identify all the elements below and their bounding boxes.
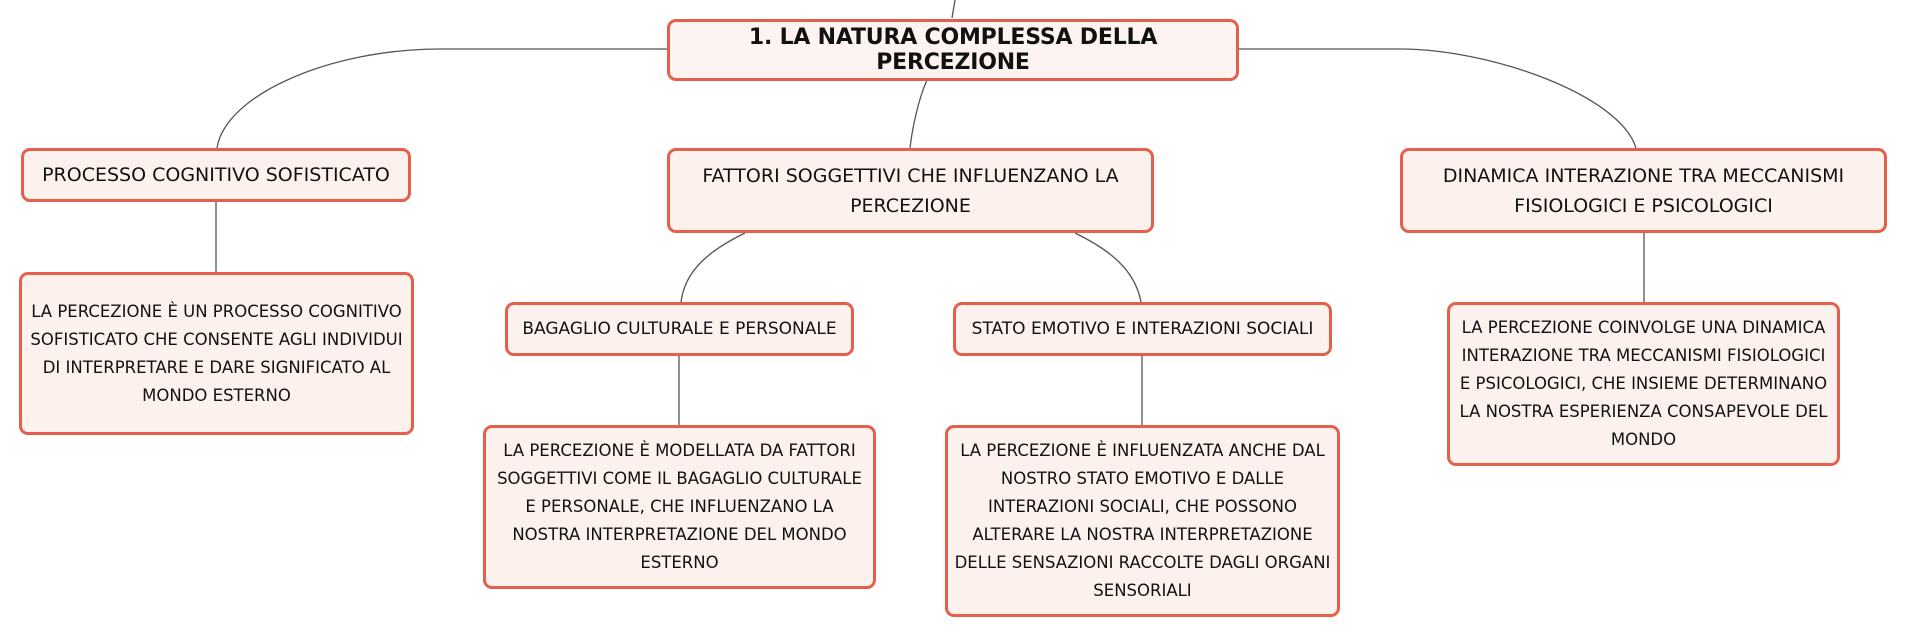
topic-fattori-soggettivi[interactable] [667,148,1154,233]
topic-processo-cognitivo[interactable] [21,148,411,202]
topic-dinamica-interazione[interactable] [1400,148,1887,233]
topic-label: DINAMICA INTERAZIONE TRA MECCANISMI FISIOLOGICI E PSICOLOGICI [1442,164,1845,217]
subtopic-stato-emotivo[interactable] [953,302,1332,356]
connector-line [1075,233,1141,302]
detail-bagaglio-culturale[interactable] [483,425,876,589]
connector-line [1236,49,1636,148]
detail-dinamica-interazione[interactable] [1447,302,1840,466]
root-topic-label: 1. LA NATURA COMPLESSA DELLA PERCEZIONE [748,25,1158,75]
detail-text: LA PERCEZIONE È INFLUENZATA ANCHE DAL NOSTRO STATO EMOTIVO E DALLE INTERAZIONI SOCIALI, CHE POSSONO ALTERARE LA NOSTRA INTERPRETAZIONE DELLE SENSAZIONI RACCOLTE DAGLI ORGANI SENSORIALI [954,441,1331,600]
topic-label: FATTORI SOGGETTIVI CHE INFLUENZANO LA PERCEZIONE [702,164,1119,217]
detail-stato-emotivo[interactable] [945,425,1340,617]
detail-text: LA PERCEZIONE È UN PROCESSO COGNITIVO SOFISTICATO CHE CONSENTE AGLI INDIVIDUI DI INTERPRETARE E DARE SIGNIFICATO AL MONDO ESTERNO [30,301,403,405]
subtopic-bagaglio-culturale[interactable] [505,302,854,356]
connector-line [952,0,955,18]
topic-label: PROCESSO COGNITIVO SOFISTICATO [42,164,390,186]
connector-line [217,49,670,148]
subtopic-label: STATO EMOTIVO E INTERAZIONI SOCIALI [971,319,1314,339]
detail-processo-cognitivo[interactable] [19,272,414,435]
detail-text: LA PERCEZIONE È MODELLATA DA FATTORI SOGGETTIVI COME IL BAGAGLIO CULTURALE E PERSONALE, CHE INFLUENZANO LA NOSTRA INTERPRETAZIONE DEL MONDO ESTERNO [497,441,862,572]
connector-line [681,233,745,302]
subtopic-label: BAGAGLIO CULTURALE E PERSONALE [522,319,837,339]
detail-text: LA PERCEZIONE COINVOLGE UNA DINAMICA INTERAZIONE TRA MECCANISMI FISIOLOGICI E PSICOLOGICI, CHE INSIEME DETERMINANO LA NOSTRA ESPERIENZA CONSAPEVOLE DEL MONDO [1459,318,1828,449]
root-topic[interactable] [667,19,1239,81]
connector-line [910,80,927,148]
